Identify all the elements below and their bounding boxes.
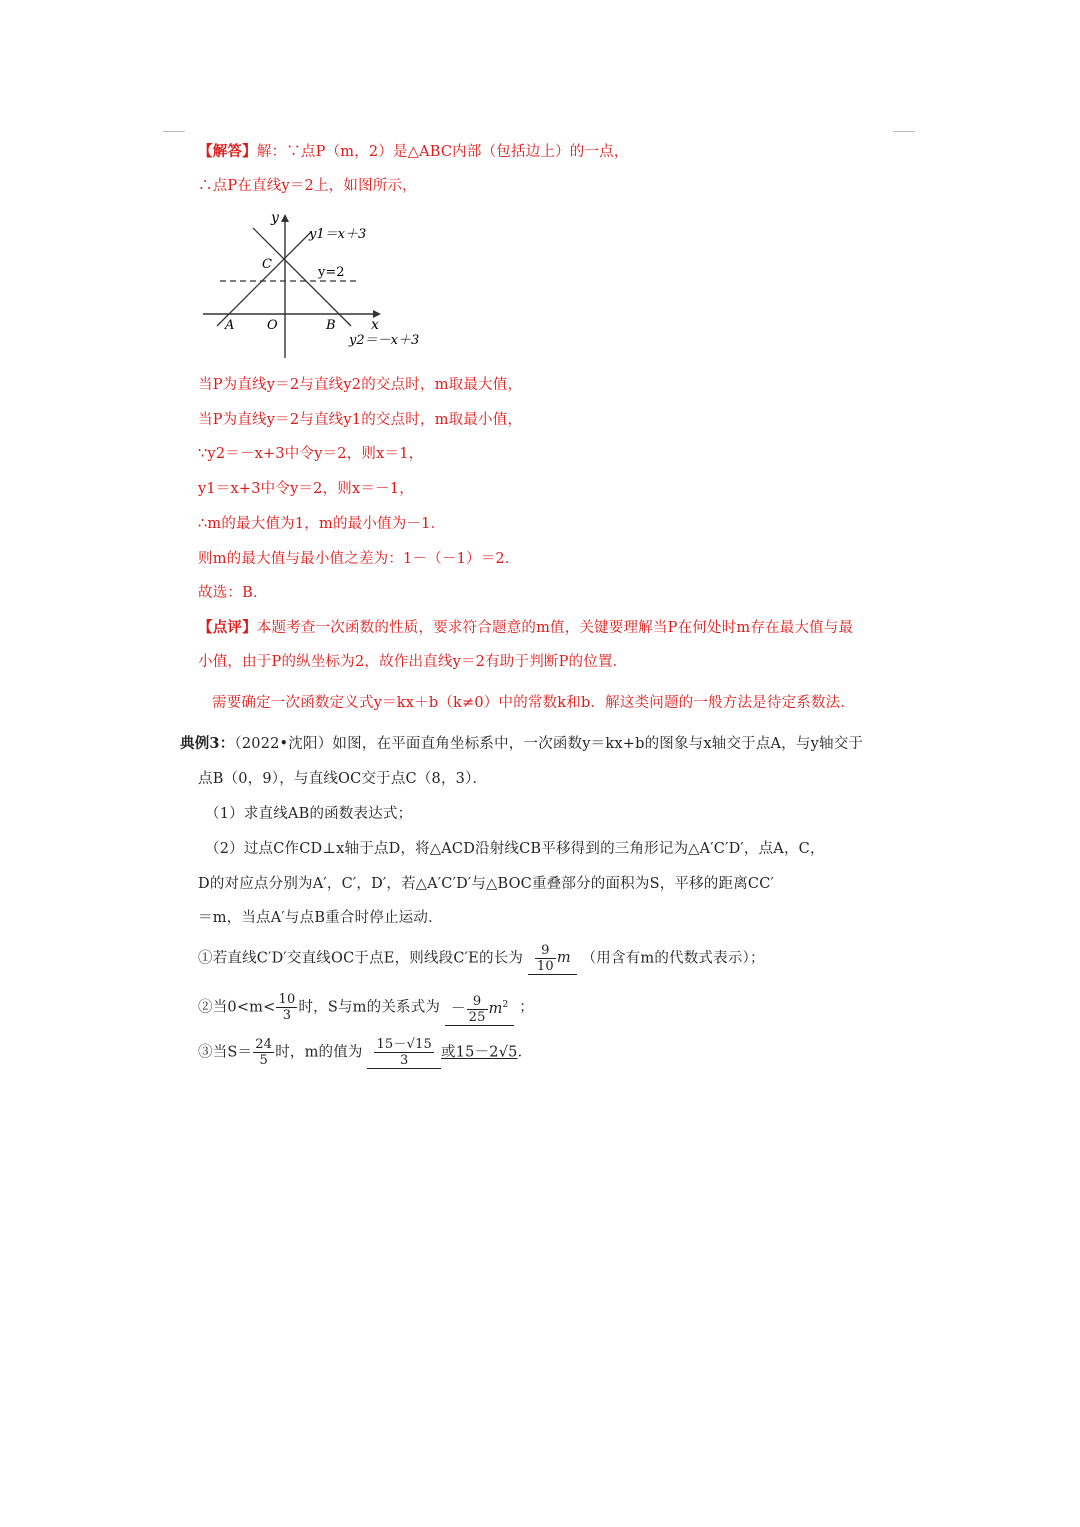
example3-q1: （1）求直线AB的函数表达式； [205,806,413,822]
comment-tag: 【点评】 [198,619,257,636]
solution-line-2: ∴点P在直线y＝2上，如图所示， [198,178,417,194]
coordinate-figure [195,208,455,368]
label-dashed: y=2 [318,265,345,280]
label-point-c: C [262,257,272,272]
line-y1 [217,232,311,326]
comment-line-3: 需要确定一次函数定义式y＝kx＋b（k≠0）中的常数k和b．解这类问题的一般方法是待定系数法． [212,695,856,711]
example3-q2-line-2: D的对应点分别为A′，C′，D′，若△A′C′D′与△BOC重叠部分的面积为S，平移的距离CC′ [198,876,774,892]
answer-blank-3b: 15－2√5 [455,1044,518,1061]
solution-line-1: 【解答】解：∵点P（m，2）是△ABC内部（包括边上）的一点， [198,143,629,160]
answer-blank-2: － $\frac{9}{25}$ $m^2$ [445,989,515,1026]
comment-line-1: 【点评】本题考查一次函数的性质，要求符合题意的m值，关键要理解当P在何处时m存在最大值与最 [198,619,854,636]
example3-line-1: 典例3：（2022•沈阳）如图，在平面直角坐标系中，一次函数y＝kx+b的图象与x轴交于点A，与y轴交于 [180,735,864,752]
example3-sub-1: ①若直线C′D′交直线OC于点E，则线段C′E的长为 $\frac{9}{10}$ m （用含有m的代数式表示）； [198,942,765,974]
corner-mark-left [163,131,185,132]
solution-line-6: y1＝x+3中令y＝2，则x＝－1， [198,481,414,497]
label-point-a: A [225,318,235,333]
answer-blank-3: $\frac{15-√15}{3}$ [367,1036,441,1069]
example3-q2-line-1: （2）过点C作CD⊥x轴于点D，将△ACD沿射线CB平移得到的三角形记为△A′C′D′，点A，C， [205,841,825,857]
solution-line-9: 故选：B． [198,585,268,601]
label-point-o: O [267,318,278,333]
label-line-y2: y2＝－x＋3 [349,333,420,348]
answer-blank-1: $\frac{9}{10}$ m [528,942,577,975]
solution-tag: 【解答】 [198,143,257,160]
solution-line-3: 当P为直线y＝2与直线y2的交点时，m取最大值， [198,377,523,393]
y-axis-arrow [281,214,289,222]
solution-line-8: 则m的最大值与最小值之差为：1－（－1）＝2． [198,551,520,567]
comment-line-2: 小值，由于P的纵坐标为2，故作出直线y＝2有助于判断P的位置． [198,654,628,670]
label-y-axis: y [271,210,279,226]
example3-tag: 典例3： [180,735,235,752]
example3-line-2: 点B（0，9），与直线OC交于点C（8，3）． [198,771,488,787]
example3-sub-2: ②当0<m< $\frac{10}{3}$ 时，S与m的关系式为 － $\frac{9}{25}$ $m^2$ ； [198,989,534,1026]
example3-sub-3: ③当S＝ $\frac{24}{5}$ 时，m的值为 $\frac{15-√15}{3}$ 或15－2√5． [198,1036,533,1068]
label-x-axis: x [371,317,379,333]
example3-q2-line-3: ＝m，当点A′与点B重合时停止运动． [198,910,443,926]
solution-line-4: 当P为直线y＝2与直线y1的交点时，m取最小值， [198,412,523,428]
solution-line-5: ∵y2＝－x+3中令y＝2，则x＝1， [198,446,424,462]
solution-line-7: ∴m的最大值为1，m的最小值为－1． [198,516,446,532]
corner-mark-right [893,131,915,132]
label-point-b: B [326,318,336,333]
label-line-y1: y1＝x＋3 [309,227,367,242]
